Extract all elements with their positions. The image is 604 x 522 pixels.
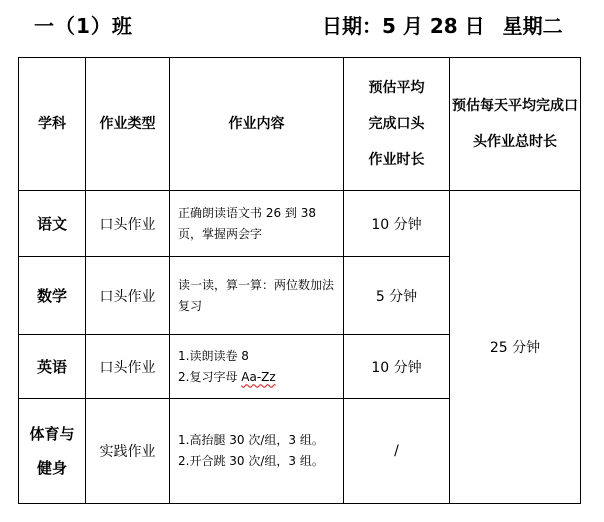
subject-cell: 语文 [19,191,86,257]
date-line [322,10,563,39]
duration-cell: 10 分钟 [344,335,450,399]
class-title: 一（1）班 [34,14,133,38]
table-header-row [19,58,581,191]
header-type: 作业类型 [86,58,170,191]
duration-cell: / [344,399,450,504]
content-line: 2.复习字母 Aa-Zz [178,369,276,384]
homework-table [18,57,581,504]
type-cell: 口头作业 [86,257,170,335]
duration-cell: 10 分钟 [344,191,450,257]
header-duration: 预估平均完成口头作业时长 [344,58,450,191]
date-label: 日期： [322,14,382,38]
subject-cell: 英语 [19,335,86,399]
type-cell: 口头作业 [86,191,170,257]
weekday: 星期二 [502,14,563,38]
duration-cell: 5 分钟 [344,257,450,335]
subject-cell: 体育与健身 [19,399,86,504]
content-line: 2.开合跳 30 次/组，3 组。 [178,454,324,468]
header-content: 作业内容 [170,58,344,191]
type-cell: 实践作业 [86,399,170,504]
content-cell [170,399,344,504]
table-row [19,191,581,257]
type-cell: 口头作业 [86,335,170,399]
date-value: 5 月 28 日 [382,14,485,38]
total-duration-cell: 25 分钟 [450,191,581,504]
spellcheck-underlined-text: Aa-Zz [241,369,276,384]
content-line: 1.高抬腿 30 次/组，3 组。 [178,433,324,447]
content-cell: 读一读，算一算：两位数加法复习 [170,257,344,335]
header-subject: 学科 [19,58,86,191]
content-cell: 正确朗读语文书 26 到 38 页，掌握两会字 [170,191,344,257]
content-cell [170,335,344,399]
header-total: 预估每天平均完成口头作业总时长 [450,58,581,191]
subject-cell: 数学 [19,257,86,335]
content-line: 1.读朗读卷 8 [178,348,249,363]
